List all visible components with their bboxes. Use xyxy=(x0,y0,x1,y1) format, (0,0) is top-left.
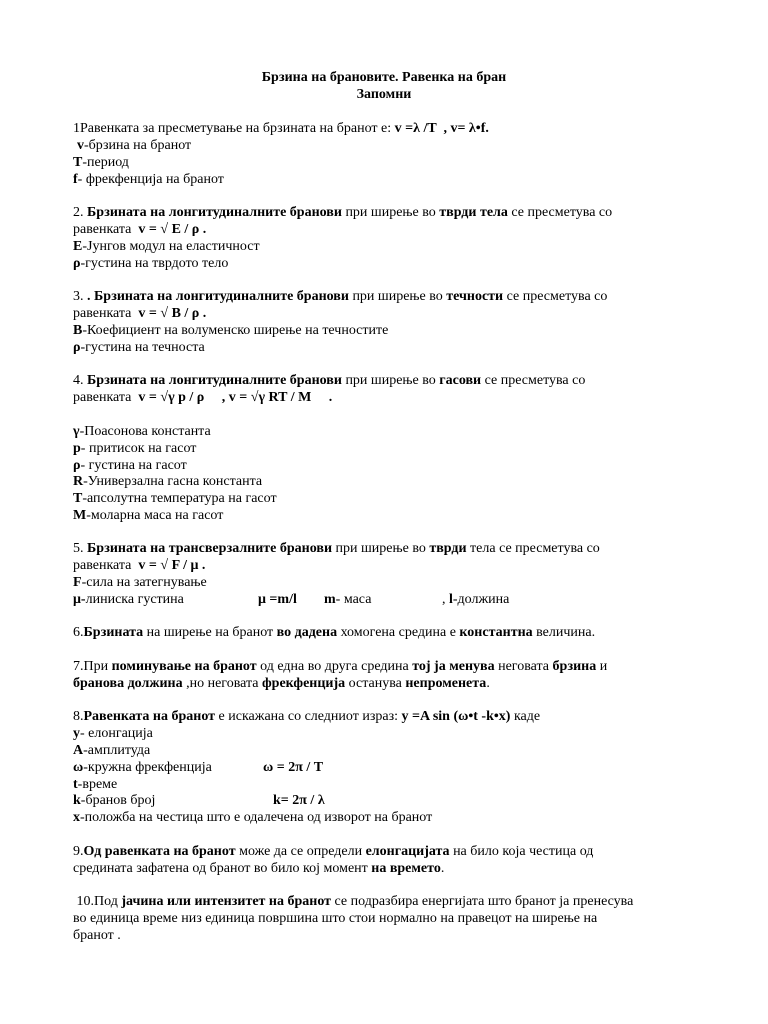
s2-line1 xyxy=(73,204,612,221)
s8-line4a xyxy=(73,759,212,776)
s2-number: 2. xyxy=(73,205,87,220)
s1-formula: v =λ /T , v= λ•f. xyxy=(394,121,489,136)
page-title: Брзина на брановите. Равенка на бран xyxy=(261,70,507,85)
s2-text: се пресметува со xyxy=(507,205,613,220)
s2-bold: Брзината на лонгитудиналните бранови xyxy=(87,205,342,220)
s5-line4b xyxy=(258,591,297,608)
s2-bold: тврди тела xyxy=(439,205,508,220)
s7-bold: тој ја менува xyxy=(412,659,495,674)
s6-number: 6. xyxy=(73,625,84,640)
s4-number: 4. xyxy=(73,373,87,388)
s4-symbol: ρ xyxy=(73,458,81,473)
s7-line2 xyxy=(73,675,490,692)
s6-bold: константна xyxy=(459,625,533,640)
s8-text: -кружна фрекфенција xyxy=(83,760,212,775)
s8-symbol: ω xyxy=(73,760,84,775)
s2-formula: v = √ E / ρ . xyxy=(138,222,207,237)
s5-text: линиска густина xyxy=(85,592,184,607)
s9-text: средината зафатена од бранот во било кој момент xyxy=(73,861,372,876)
s4-symbol: p xyxy=(73,441,81,456)
s7-bold: фрекфенција xyxy=(261,676,346,691)
s4-bold: гасови xyxy=(439,373,482,388)
s5-formula: v = √ F / μ . xyxy=(138,558,206,573)
s1-line3 xyxy=(73,154,129,171)
s4-item xyxy=(73,473,262,490)
s9-line1 xyxy=(73,843,593,860)
s5-formula: μ =m/l xyxy=(258,592,297,607)
s6-line1 xyxy=(73,624,595,641)
s3-text: се пресметува со xyxy=(503,289,608,304)
s9-bold: Од равенката на бранот xyxy=(83,844,236,859)
s1-symbol: v xyxy=(77,138,84,153)
s7-line1 xyxy=(73,658,607,675)
s4-symbol: M xyxy=(73,508,87,523)
s3-text: -Коефициент на волуменско ширење на течностите xyxy=(82,323,389,338)
s5-symbol: l xyxy=(449,592,453,607)
s3-formula: v = √ B / ρ . xyxy=(138,306,207,321)
s8-line4b xyxy=(263,759,323,776)
s9-bold: елонгацијата xyxy=(365,844,450,859)
s4-symbol: γ xyxy=(73,424,80,439)
s4-line2 xyxy=(73,389,332,406)
s4-item xyxy=(73,507,223,524)
s5-text: - маса xyxy=(335,592,372,607)
s9-text: може да се определи xyxy=(235,844,366,859)
s5-text: -сила на затегнување xyxy=(81,575,207,590)
s4-bold: Брзината на лонгитудиналните бранови xyxy=(87,373,342,388)
s3-line1 xyxy=(73,288,607,305)
s8-line5 xyxy=(73,776,117,793)
s2-text: -густина на тврдото тело xyxy=(80,256,229,271)
s5-text: при ширење во xyxy=(332,541,430,556)
s3-text: -густина на течноста xyxy=(80,340,205,355)
s2-text: -Јунгов модул на еластичност xyxy=(82,239,260,254)
s1-line1 xyxy=(73,120,489,137)
s3-symbol: B xyxy=(73,323,83,338)
s5-text: , xyxy=(442,592,449,607)
s8-line6b xyxy=(273,792,325,809)
s7-bold: непроменета xyxy=(405,676,487,691)
s1-symbol: f xyxy=(73,172,78,187)
s4-text: -Поасонова константа xyxy=(79,424,211,439)
s6-text: хомогена средина е xyxy=(337,625,460,640)
s8-formula: y =A sin (ω•t -k•x) xyxy=(401,709,511,724)
s1-line4 xyxy=(73,171,224,188)
s3-bold: течности xyxy=(446,289,504,304)
s10-line3: бранот . xyxy=(73,928,121,943)
s5-symbol: m xyxy=(324,592,336,607)
s4-text: се пресметува со xyxy=(481,373,586,388)
s7-bold: бранова должина xyxy=(73,676,183,691)
s2-line3 xyxy=(73,238,260,255)
s7-text: ,но неговата xyxy=(182,676,262,691)
s8-formula: ω = 2π / T xyxy=(263,760,324,775)
s5-line4c xyxy=(324,591,371,608)
s4-item xyxy=(73,423,211,440)
s3-symbol: ρ xyxy=(73,340,81,355)
s8-text: е искажана со следниот израз: xyxy=(215,709,402,724)
s9-line2 xyxy=(73,860,444,877)
s10-number: 10.Под xyxy=(73,894,122,909)
s8-text: -амплитуда xyxy=(83,743,151,758)
s3-line2 xyxy=(73,305,206,322)
s2-symbol: ρ xyxy=(73,256,81,271)
s8-symbol: k xyxy=(73,793,81,808)
s7-bold: брзина xyxy=(552,659,597,674)
s1-text: -брзина на бранот xyxy=(84,138,192,153)
s4-text: - густина на гасот xyxy=(80,458,187,473)
s6-bold: Брзината xyxy=(83,625,144,640)
s2-line4 xyxy=(73,255,228,272)
s3-text: при ширење во xyxy=(348,289,447,304)
s7-text: неговата xyxy=(494,659,553,674)
s5-line4a xyxy=(73,591,184,608)
s7-text: останува xyxy=(345,676,406,691)
s5-text: равенката xyxy=(73,558,139,573)
s9-text: на било која честица од xyxy=(449,844,594,859)
s7-text: од една во друга средина xyxy=(256,659,413,674)
s8-line3 xyxy=(73,742,150,759)
s9-bold: на времето xyxy=(371,861,441,876)
s4-formula: v = √γ p / ρ , v = √γ RT / M . xyxy=(138,390,333,405)
s10-line2: во единица време низ единица површина што стои нормално на правецот на ширење на xyxy=(73,911,598,926)
s8-line1 xyxy=(73,708,540,725)
s10-text: се подразбира енергијата што бранот ја пренесува xyxy=(331,894,634,909)
s2-line2 xyxy=(73,221,206,238)
s3-bold: . Брзината на лонгитудиналните бранови xyxy=(87,289,349,304)
s5-number: 5. xyxy=(73,541,87,556)
s5-text: тела се пресметува со xyxy=(466,541,600,556)
s4-symbol: T xyxy=(73,491,83,506)
s8-formula: k= 2π / λ xyxy=(273,793,325,808)
s8-symbol: A xyxy=(73,743,84,758)
s4-item xyxy=(73,490,277,507)
s5-bold: Брзината на трансверзалните бранови xyxy=(87,541,333,556)
s6-bold: во дадена xyxy=(276,625,338,640)
s4-text: -моларна маса на гасот xyxy=(86,508,224,523)
s8-text: каде xyxy=(510,709,541,724)
s3-number: 3. xyxy=(73,289,87,304)
s3-text: равенката xyxy=(73,306,139,321)
s10-bold: јачина или интензитет на бранот xyxy=(121,894,332,909)
s4-line1 xyxy=(73,372,585,389)
s5-line3 xyxy=(73,574,207,591)
s4-text: -апсолутна температура на гасот xyxy=(82,491,277,506)
s5-bold: тврди xyxy=(429,541,467,556)
s9-number: 9. xyxy=(73,844,84,859)
s4-item xyxy=(73,457,187,474)
s1-line2 xyxy=(77,137,191,154)
s8-text: -положба на честица што е одалечена од изворот на бранот xyxy=(80,810,433,825)
s6-text: на ширење на бранот xyxy=(143,625,277,640)
s6-text: величина. xyxy=(532,625,596,640)
s4-item xyxy=(73,440,196,457)
s7-text: . xyxy=(486,676,490,691)
s1-symbol: T xyxy=(73,155,83,170)
s8-line7 xyxy=(73,809,432,826)
s5-text: -должина xyxy=(452,592,510,607)
s5-line4d xyxy=(442,591,509,608)
s1-text: -период xyxy=(82,155,129,170)
s5-line2 xyxy=(73,557,205,574)
s3-line4 xyxy=(73,339,205,356)
s8-text: -време xyxy=(77,777,118,792)
s4-symbol: R xyxy=(73,474,84,489)
s2-symbol: E xyxy=(73,239,83,254)
s8-symbol: x xyxy=(73,810,80,825)
s9-text: . xyxy=(440,861,445,876)
s5-line1 xyxy=(73,540,600,557)
s2-text: при ширење во xyxy=(341,205,440,220)
s8-symbol: t xyxy=(73,777,78,792)
s7-text: и xyxy=(596,659,608,674)
s3-line3 xyxy=(73,322,388,339)
s2-text: равенката xyxy=(73,222,139,237)
s8-text: - елонгација xyxy=(80,726,153,741)
s8-text: -бранов број xyxy=(80,793,156,808)
s1-text: - фрекфенција на бранот xyxy=(77,172,224,187)
s4-text: равенката xyxy=(73,390,139,405)
s4-text: - притисок на гасот xyxy=(80,441,197,456)
s8-symbol: y xyxy=(73,726,80,741)
s8-line6a xyxy=(73,792,155,809)
s8-number: 8. xyxy=(73,709,84,724)
page-subtitle: Запомни xyxy=(356,87,412,102)
s5-symbol: F xyxy=(73,575,82,590)
s8-line2 xyxy=(73,725,153,742)
s5-symbol: μ- xyxy=(73,592,86,607)
s7-bold: поминување на бранот xyxy=(111,659,257,674)
s8-bold: Равенката на бранот xyxy=(83,709,216,724)
s4-text: -Универзална гасна константа xyxy=(83,474,263,489)
s10-line1 xyxy=(73,893,633,910)
s7-number: 7.При xyxy=(73,659,112,674)
s4-text: при ширење во xyxy=(341,373,440,388)
s1-text: 1Равенката за пресметување на брзината на бранот е: xyxy=(73,121,395,136)
